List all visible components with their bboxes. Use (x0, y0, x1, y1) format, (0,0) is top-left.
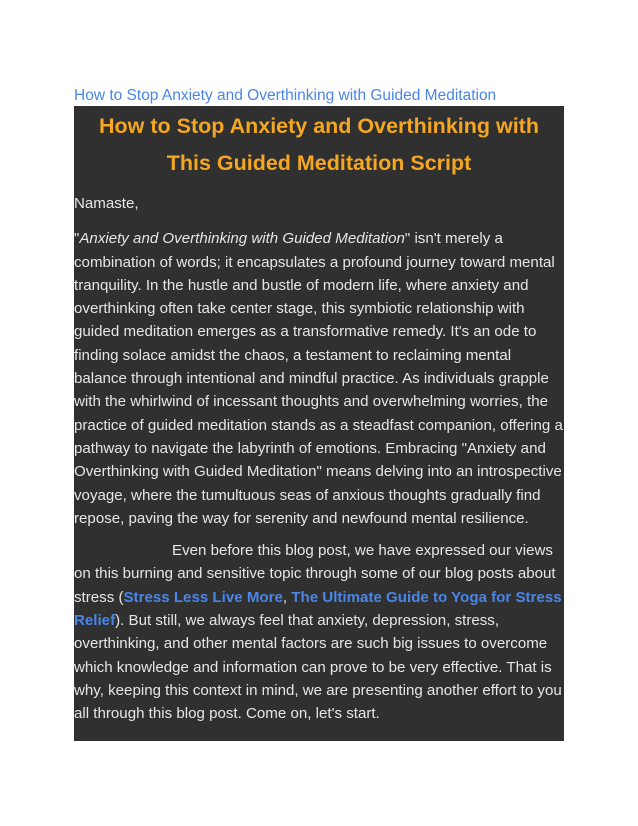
header-link-title[interactable]: How to Stop Anxiety and Overthinking with Guided Meditation (74, 86, 564, 106)
page-title-line-2: This Guided Meditation Script (166, 151, 472, 175)
link-stress-less-live-more[interactable]: Stress Less Live More (123, 588, 283, 606)
paragraph-intro-text: " isn't merely a combination of words; it encapsulates a profound journey toward mental tranquility. In the hustle and bustle of modern life, where anxiety and overthinking often take center stage, this symbiotic relationship with guided meditation emerges as a transformative remedy. It's an ode to finding solace amidst the chaos, a testament to reclaiming mental balance through intentional and mindful practice. As individuals grapple with the whirlwind of incessant thoughts and overwhelming worries, the practice of guided meditation stands as a steadfast companion, offering a pathway to navigate the labyrinth of emotions. Embracing "Anxiety and Overthinking with Guided Meditation" means delving into an introspective voyage, where the tumultuous seas of anxious thoughts gradually find repose, paving the way for serenity and newfound mental resilience. (74, 230, 563, 527)
paragraph-context-intro: Even before this blog post, we have expressed our views on this burning and sensitive topic through some of our blog posts about stress ( (74, 542, 556, 606)
document-content (74, 86, 564, 741)
paragraph-intro (74, 227, 564, 530)
page-title (74, 108, 564, 182)
paragraph-context-text: ). But still, we always feel that anxiety, depression, stress, overthinking, and other mental factors are such big issues to overcome which knowledge and information can prove to be very effective. That is why, keeping this context in mind, we are presenting another effort to you all through this blog post. Come on, let's start. (74, 612, 562, 723)
paragraph-context (74, 539, 564, 725)
page-title-line-1: How to Stop Anxiety and Overthinking with (99, 114, 539, 138)
link-yoga-for-stress-relief[interactable]: The Ultimate Guide to Yoga for Stress Relief (74, 588, 562, 630)
italic-phrase: Anxiety and Overthinking with Guided Meditation (79, 230, 405, 248)
greeting: Namaste, (74, 195, 139, 212)
link-separator: , (282, 588, 292, 606)
open-quote: " (74, 230, 80, 248)
